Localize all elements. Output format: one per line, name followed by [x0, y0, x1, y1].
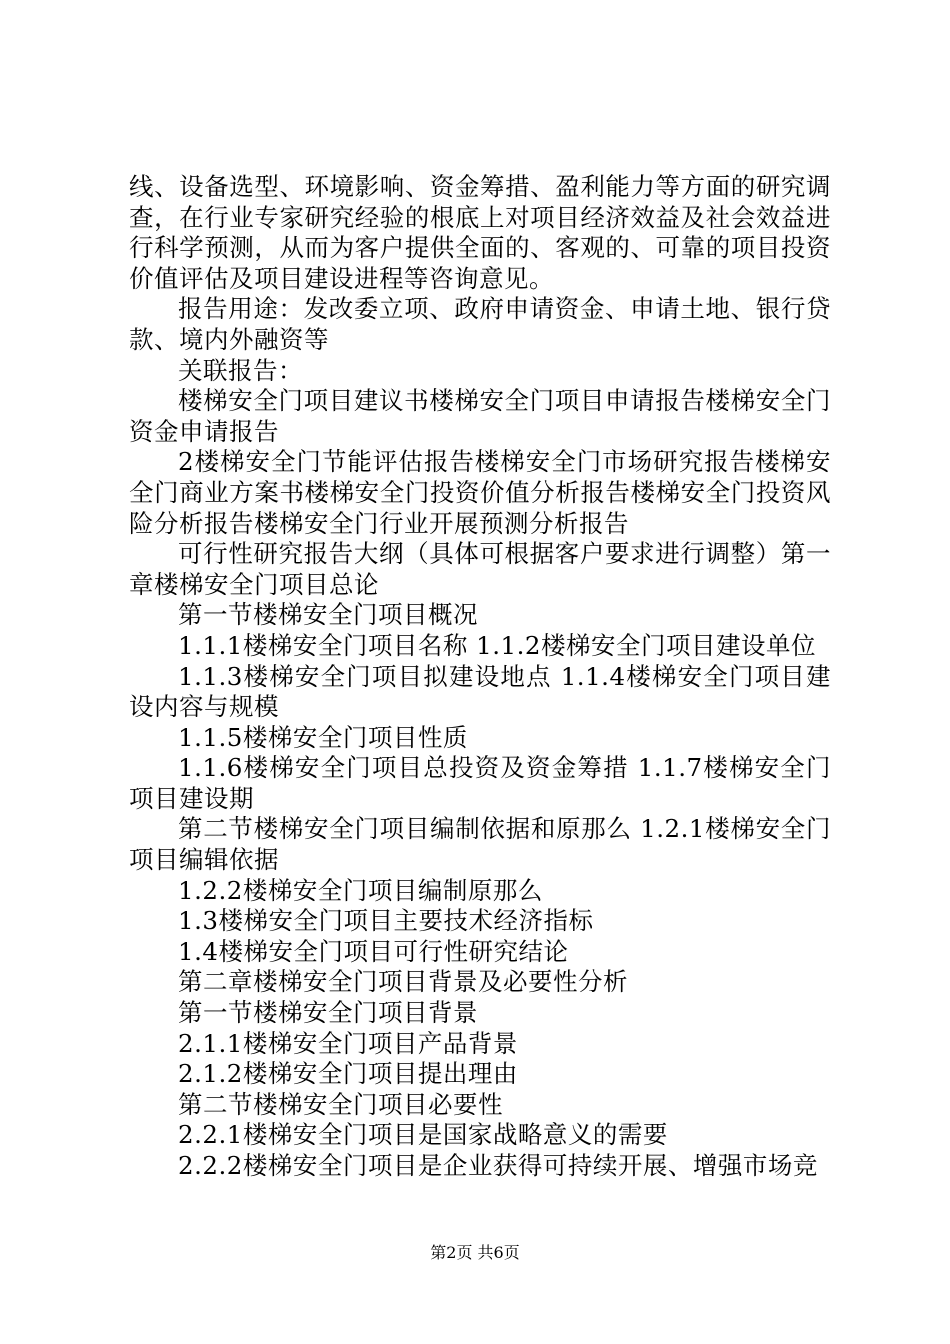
paragraph-5: 2楼梯安全门节能评估报告楼梯安全门市场研究报告楼梯安全门商业方案书楼梯安全门投资价值分析报告楼梯安全门投资风险分析报告楼梯安全门行业开展预测分析报告 [129, 447, 831, 538]
paragraph-21: 2.2.1楼梯安全门项目是国家战略意义的需要 [178, 1120, 668, 1150]
page-number-label: 第2页 共6页 [430, 1243, 520, 1262]
paragraph-18: 2.1.1楼梯安全门项目产品背景 [178, 1028, 518, 1058]
paragraph-13: 1.2.2楼梯安全门项目编制原那么 [178, 875, 543, 905]
paragraph-14: 1.3楼梯安全门项目主要技术经济指标 [178, 906, 594, 936]
paragraph-6: 可行性研究报告大纲（具体可根据客户要求进行调整）第一章楼梯安全门项目总论 [129, 539, 831, 599]
document-body [129, 172, 831, 1182]
paragraph-7: 第一节楼梯安全门项目概况 [178, 600, 478, 630]
paragraph-9: 1.1.3楼梯安全门项目拟建设地点 1.1.4楼梯安全门项目建设内容与规模 [129, 661, 831, 722]
paragraph-19: 2.1.2楼梯安全门项目提出理由 [178, 1059, 518, 1089]
paragraph-16: 第二章楼梯安全门项目背景及必要性分析 [178, 967, 628, 997]
paragraph-4: 楼梯安全门项目建议书楼梯安全门项目申请报告楼梯安全门资金申请报告 [129, 386, 831, 446]
paragraph-10: 1.1.5楼梯安全门项目性质 [178, 722, 468, 752]
paragraph-8: 1.1.1楼梯安全门项目名称 1.1.2楼梯安全门项目建设单位 [178, 630, 816, 660]
paragraph-1: 线、设备选型、环境影响、资金筹措、盈利能力等方面的研究调查，在行业专家研究经验的根底上对项目经济效益及社会效益进行科学预测，从而为客户提供全面的、客观的、可靠的项目投资价值评估及项目建设进程等咨询意见。 [129, 172, 831, 293]
paragraph-12: 第二节楼梯安全门项目编制依据和原那么 1.2.1楼梯安全门项目编辑依据 [129, 814, 831, 875]
paragraph-3: 关联报告： [178, 355, 303, 385]
paragraph-17: 第一节楼梯安全门项目背景 [178, 998, 478, 1028]
paragraph-20: 第二节楼梯安全门项目必要性 [178, 1089, 503, 1119]
paragraph-15: 1.4楼梯安全门项目可行性研究结论 [178, 936, 569, 966]
paragraph-22: 2.2.2楼梯安全门项目是企业获得可持续开展、增强市场竞 [178, 1151, 818, 1180]
paragraph-11: 1.1.6楼梯安全门项目总投资及资金筹措 1.1.7楼梯安全门项目建设期 [129, 753, 831, 813]
page-footer [0, 1243, 950, 1263]
paragraph-2: 报告用途：发改委立项、政府申请资金、申请土地、银行贷款、境内外融资等 [129, 294, 831, 354]
